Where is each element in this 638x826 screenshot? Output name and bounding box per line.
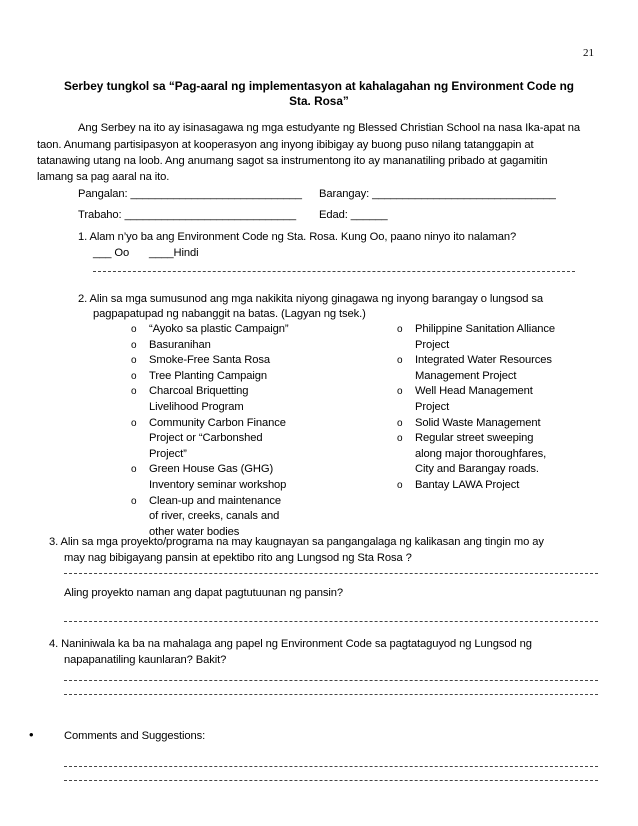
checkbox-bullet-icon[interactable]: o — [131, 495, 137, 507]
comments-line-1[interactable] — [64, 766, 598, 767]
question-4-line2: napapanatiling kaunlaran? Bakit? — [64, 654, 227, 666]
comments-label: Comments and Suggestions: — [64, 730, 206, 742]
trabaho-field[interactable]: Trabaho: ____________________________ — [78, 209, 296, 221]
checklist-item-label: other water bodies — [149, 525, 240, 538]
q3-answer-line-2[interactable] — [64, 621, 598, 622]
checklist-item-label: City and Barangay roads. — [415, 463, 539, 476]
question-3-line2: may nag bibigayang pansin at epektibo rito ang Lungsod ng Sta Rosa ? — [64, 552, 412, 564]
checklist-item-label: Livelihood Program — [149, 401, 244, 413]
checklist-item-label: “Ayoko sa plastic Campaign” — [149, 323, 289, 335]
checklist-item-label: of river, creeks, canals and — [149, 510, 280, 523]
survey-title-line2: Sta. Rosa” — [289, 94, 349, 108]
pangalan-field[interactable]: Pangalan: ____________________________ — [78, 188, 302, 200]
comments-bullet: • — [29, 727, 34, 742]
checkbox-bullet-icon[interactable]: o — [131, 386, 137, 398]
q1-answer-line[interactable] — [93, 271, 575, 272]
intro-line-2: taon. Anumang partisipasyon at kooperasyon ang inyong ibibigay ay buong puso nilang tatanggapin at — [37, 139, 534, 151]
survey-title-line1: Serbey tungkol sa “Pag-aaral ng implementasyon at kahalagahan ng Environment Code ng — [63, 79, 574, 93]
checklist-item-label: Integrated Water Resources — [415, 354, 552, 367]
checklist-item-label: Project — [415, 338, 450, 351]
checklist-item-label: Clean-up and maintenance — [149, 494, 281, 507]
checklist-item-label: Project — [415, 401, 450, 413]
checkbox-bullet-icon[interactable]: o — [131, 464, 137, 476]
question-2-line1: 2. Alin sa mga sumusunod ang mga nakikita niyong ginagawa ng inyong barangay o lungsod sa — [78, 293, 544, 305]
checklist-item-label: Smoke-Free Santa Rosa — [149, 354, 271, 367]
checklist-item-label: Philippine Sanitation Alliance — [415, 323, 556, 335]
checkbox-bullet-icon[interactable]: o — [131, 339, 137, 351]
checkbox-bullet-icon[interactable]: o — [397, 417, 403, 429]
intro-line-3: tatanawing utang na loob. Ang anumang sagot sa instrumentong ito ay mananatiling pribado at gagamitin — [37, 155, 548, 167]
checklist-item-label: Project” — [149, 447, 187, 460]
checkbox-bullet-icon[interactable]: o — [397, 386, 403, 398]
checklist-item-label: Solid Waste Management — [415, 416, 541, 429]
checklist-item-label: Management Project — [415, 369, 517, 382]
checkbox-bullet-icon[interactable]: o — [131, 324, 137, 335]
checklist-item-label: Well Head Management — [415, 385, 533, 398]
intro-line-1: Ang Serbey na ito ay isinasagawa ng mga estudyante ng Blessed Christian School na nasa Ika-apat na — [78, 122, 581, 134]
checklist-item-label: along major thoroughfares, — [415, 447, 547, 460]
checklist-item-label: Project or “Carbonshed — [149, 432, 263, 445]
question-2-line2: pagpapatupad ng nabanggit na batas. (Lagyan ng tsek.) — [93, 308, 366, 320]
q4-answer-line-2[interactable] — [64, 694, 598, 695]
q1-hindi-option[interactable]: ____Hindi — [149, 247, 199, 259]
checkbox-bullet-icon[interactable]: o — [131, 417, 137, 429]
question-3-sub: Aling proyekto naman ang dapat pagtutuunan ng pansin? — [64, 587, 343, 599]
checklist-item-label: Charcoal Briquetting — [149, 385, 249, 398]
question-4-line1: 4. Naniniwala ka ba na mahalaga ang papel ng Environment Code sa pagtataguyod ng Lungsod ng — [49, 638, 532, 650]
checklist-item-label: Regular street sweeping — [415, 432, 534, 445]
checklist-item-label: Bantay LAWA Project — [415, 479, 520, 491]
checkbox-bullet-icon[interactable]: o — [397, 480, 403, 491]
checklist-item-label: Basuranihan — [149, 338, 211, 351]
checkbox-bullet-icon[interactable]: o — [397, 433, 403, 445]
checkbox-bullet-icon[interactable]: o — [131, 370, 137, 382]
checkbox-bullet-icon[interactable]: o — [131, 355, 137, 367]
q4-answer-line-1[interactable] — [64, 680, 598, 681]
question-1: 1. Alam n’yo ba ang Environment Code ng Sta. Rosa. Kung Oo, paano ninyo ito nalaman? — [78, 231, 517, 243]
comments-line-2[interactable] — [64, 780, 598, 781]
intro-line-4: lamang sa pag aaral na ito. — [37, 171, 170, 183]
checklist-item-label: Inventory seminar workshop — [149, 479, 287, 491]
checklist-item-label: Community Carbon Finance — [149, 416, 286, 429]
barangay-field[interactable]: Barangay: ______________________________ — [319, 188, 556, 200]
checklist-item-label: Green House Gas (GHG) — [149, 463, 274, 476]
checkbox-bullet-icon[interactable]: o — [397, 324, 403, 335]
page-number: 21 — [583, 47, 594, 59]
q1-oo-option[interactable]: ___ Oo — [93, 247, 130, 259]
edad-field[interactable]: Edad: ______ — [319, 209, 388, 221]
question-3-line1: 3. Alin sa mga proyekto/programa na may kaugnayan sa pangangalaga ng kalikasan ang tingin mo ay — [49, 536, 544, 548]
q3-answer-line-1[interactable] — [64, 573, 598, 574]
checklist-item-label: Tree Planting Campaign — [149, 369, 268, 382]
checkbox-bullet-icon[interactable]: o — [397, 355, 403, 367]
